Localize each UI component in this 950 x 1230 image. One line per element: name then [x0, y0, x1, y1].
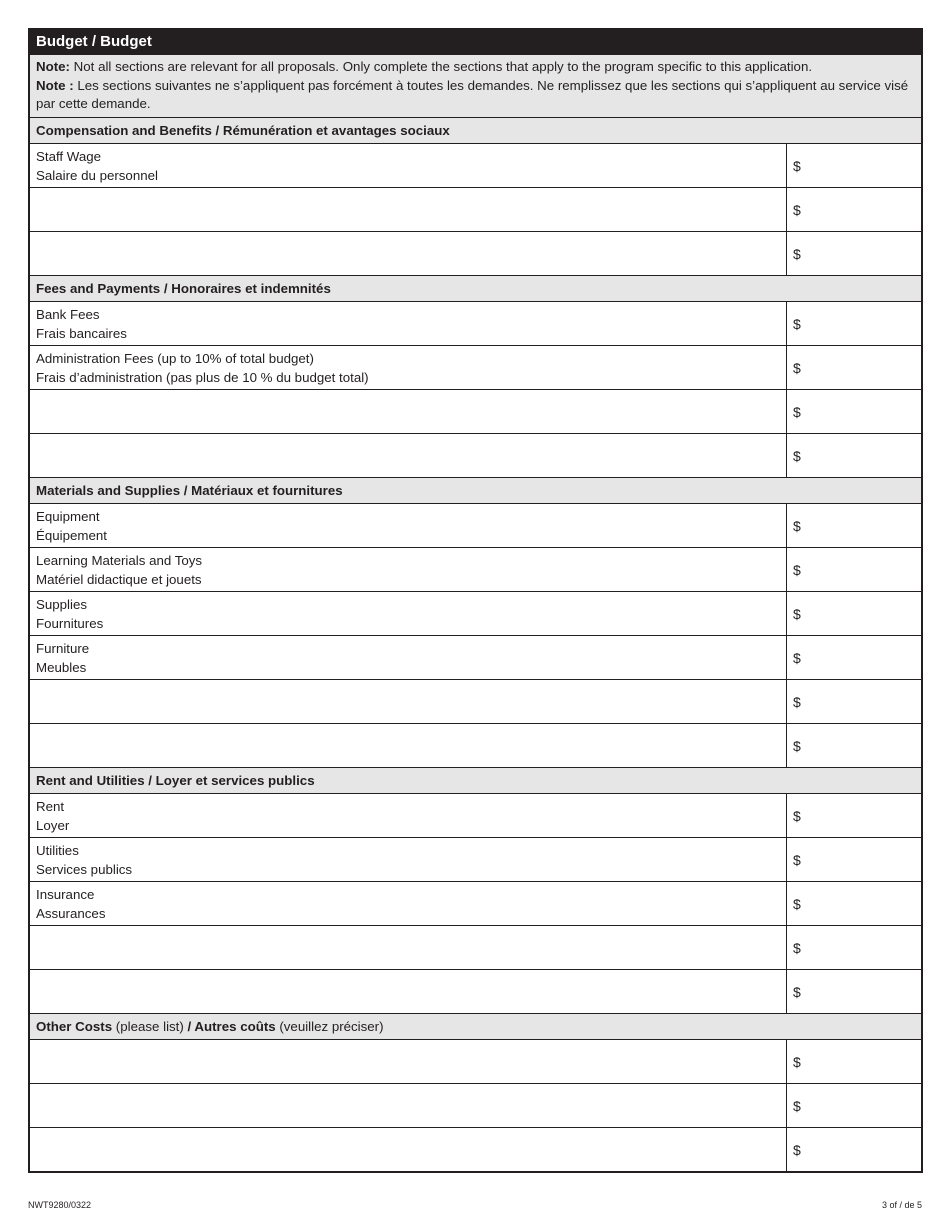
label-en: Supplies — [36, 597, 88, 612]
budget-row-blank — [30, 680, 921, 724]
description-field[interactable] — [30, 1128, 787, 1171]
label-fr: Fournitures — [36, 615, 104, 631]
note-label-fr: Note : — [36, 77, 74, 93]
dollar-sign: $ — [793, 359, 801, 376]
amount-field[interactable] — [787, 390, 921, 433]
note-text-en: Not all sections are relevant for all proposals. Only complete the sections that apply to the program specific to this application. — [69, 59, 813, 74]
dollar-sign: $ — [793, 851, 801, 868]
amount-field[interactable] — [787, 592, 921, 635]
amount-field[interactable] — [787, 188, 921, 231]
amount-field[interactable] — [787, 232, 921, 275]
amount-field[interactable] — [787, 970, 921, 1013]
form-number: NWT9280/0322 — [28, 1200, 92, 1210]
budget-row-blank — [30, 1128, 921, 1171]
row-label — [30, 636, 787, 679]
budget-form — [28, 28, 923, 1173]
dollar-sign: $ — [793, 737, 801, 754]
label-fr: Meubles — [36, 659, 87, 675]
label-en: Insurance — [36, 887, 95, 902]
budget-row-blank — [30, 1084, 921, 1128]
label-fr: Frais bancaires — [36, 325, 127, 341]
budget-row-blank — [30, 970, 921, 1014]
label-en: Learning Materials and Toys — [36, 553, 203, 568]
row-label — [30, 346, 787, 389]
dollar-sign: $ — [793, 895, 801, 912]
budget-row-blank — [30, 232, 921, 276]
amount-field[interactable] — [787, 1084, 921, 1127]
budget-row-blank — [30, 1040, 921, 1084]
budget-row-bank-fees — [30, 302, 921, 346]
note-block — [30, 55, 921, 118]
other-header-fr-normal: (veuillez préciser) — [275, 1019, 384, 1034]
dollar-sign: $ — [793, 201, 801, 218]
section-header-materials: Materials and Supplies / Matériaux et fournitures — [30, 478, 921, 504]
amount-field[interactable] — [787, 794, 921, 837]
dollar-sign: $ — [793, 403, 801, 420]
dollar-sign: $ — [793, 807, 801, 824]
amount-field[interactable] — [787, 680, 921, 723]
label-en: Bank Fees — [36, 307, 100, 322]
label-en: Staff Wage — [36, 149, 102, 164]
section-header-rent: Rent and Utilities / Loyer et services publics — [30, 768, 921, 794]
description-field[interactable] — [30, 232, 787, 275]
description-field[interactable] — [30, 1084, 787, 1127]
budget-row-blank — [30, 926, 921, 970]
dollar-sign: $ — [793, 693, 801, 710]
other-header-fr-bold: / Autres coûts — [187, 1019, 276, 1034]
label-fr: Salaire du personnel — [36, 167, 158, 183]
label-en: Rent — [36, 799, 65, 814]
label-fr: Équipement — [36, 527, 107, 543]
amount-field[interactable] — [787, 302, 921, 345]
dollar-sign: $ — [793, 649, 801, 666]
description-field[interactable] — [30, 1040, 787, 1083]
amount-field[interactable] — [787, 882, 921, 925]
label-fr: Frais d’administration (pas plus de 10 % du budget total) — [36, 369, 369, 385]
row-label — [30, 548, 787, 591]
amount-field[interactable] — [787, 548, 921, 591]
section-header-compensation: Compensation and Benefits / Rémunération et avantages sociaux — [30, 118, 921, 144]
section-header-other — [30, 1014, 921, 1040]
dollar-sign: $ — [793, 1053, 801, 1070]
amount-field[interactable] — [787, 724, 921, 767]
dollar-sign: $ — [793, 1097, 801, 1114]
budget-row-blank — [30, 188, 921, 232]
label-en: Administration Fees (up to 10% of total budget) — [36, 351, 314, 366]
amount-field[interactable] — [787, 1128, 921, 1171]
page-number: 3 of / de 5 — [881, 1200, 922, 1210]
label-en: Utilities — [36, 843, 79, 858]
budget-row-supplies — [30, 592, 921, 636]
amount-field[interactable] — [787, 434, 921, 477]
label-en: Equipment — [36, 509, 100, 524]
row-label — [30, 144, 787, 187]
budget-row-blank — [30, 724, 921, 768]
description-field[interactable] — [30, 724, 787, 767]
row-label — [30, 504, 787, 547]
budget-row-blank — [30, 390, 921, 434]
label-fr: Services publics — [36, 861, 133, 877]
budget-row-learning-materials — [30, 548, 921, 592]
dollar-sign: $ — [793, 157, 801, 174]
dollar-sign: $ — [793, 1141, 801, 1158]
budget-row-staff-wage — [30, 144, 921, 188]
row-label — [30, 838, 787, 881]
dollar-sign: $ — [793, 605, 801, 622]
form-title: Budget / Budget — [30, 28, 921, 55]
note-label-en: Note: — [36, 59, 70, 74]
label-en: Furniture — [36, 641, 90, 656]
budget-row-utilities — [30, 838, 921, 882]
amount-field[interactable] — [787, 346, 921, 389]
row-label — [30, 794, 787, 837]
amount-field[interactable] — [787, 636, 921, 679]
budget-row-blank — [30, 434, 921, 478]
label-fr: Assurances — [36, 905, 106, 921]
row-label — [30, 882, 787, 925]
budget-row-furniture — [30, 636, 921, 680]
description-field[interactable] — [30, 434, 787, 477]
row-label — [30, 592, 787, 635]
amount-field[interactable] — [787, 838, 921, 881]
dollar-sign: $ — [793, 315, 801, 332]
dollar-sign: $ — [793, 517, 801, 534]
description-field[interactable] — [30, 390, 787, 433]
other-header-en-bold: Other Costs — [36, 1019, 113, 1034]
dollar-sign: $ — [793, 561, 801, 578]
budget-row-insurance — [30, 882, 921, 926]
description-field[interactable] — [30, 188, 787, 231]
label-fr: Matériel didactique et jouets — [36, 571, 202, 587]
amount-field[interactable] — [787, 926, 921, 969]
dollar-sign: $ — [793, 983, 801, 1000]
dollar-sign: $ — [793, 245, 801, 262]
amount-field[interactable] — [787, 504, 921, 547]
dollar-sign: $ — [793, 939, 801, 956]
row-label — [30, 302, 787, 345]
description-field[interactable] — [30, 970, 787, 1013]
amount-field[interactable] — [787, 144, 921, 187]
budget-row-equipment — [30, 504, 921, 548]
amount-field[interactable] — [787, 1040, 921, 1083]
budget-row-rent — [30, 794, 921, 838]
note-text-fr: Les sections suivantes ne s’appliquent pas forcément à toutes les demandes. Ne remplissez que les sections qui s’appliquent au service visé par cette demande. — [36, 77, 909, 111]
description-field[interactable] — [30, 680, 787, 723]
label-fr: Loyer — [36, 817, 70, 833]
budget-row-admin-fees — [30, 346, 921, 390]
description-field[interactable] — [30, 926, 787, 969]
other-header-en-normal: (please list) — [112, 1019, 188, 1034]
section-header-fees: Fees and Payments / Honoraires et indemnités — [30, 276, 921, 302]
dollar-sign: $ — [793, 447, 801, 464]
